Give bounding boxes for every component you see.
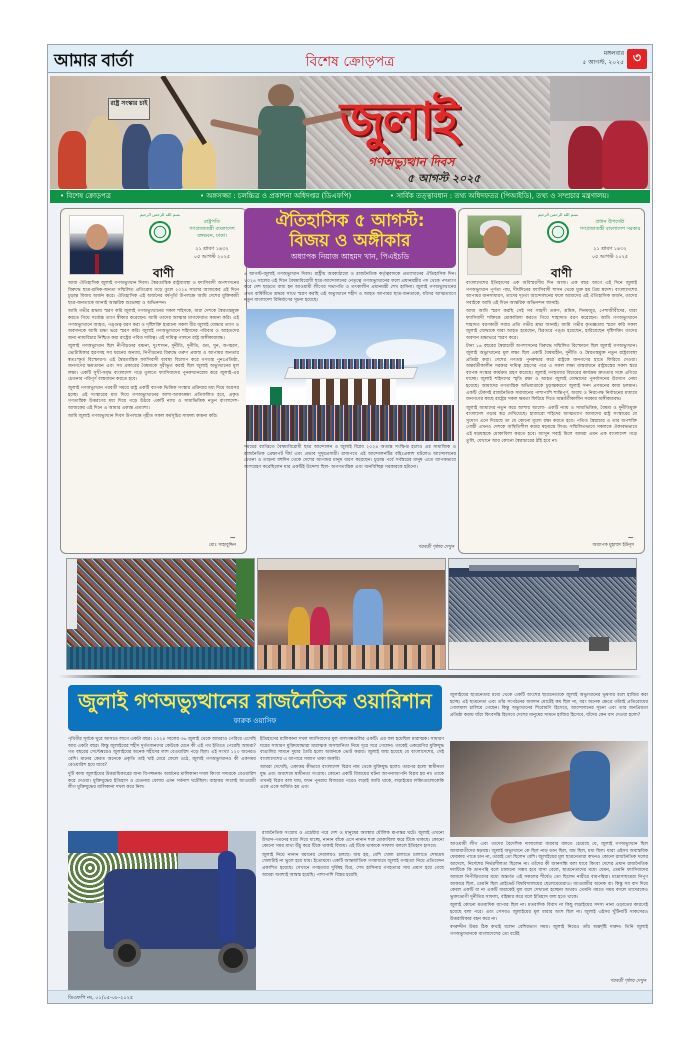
president-message-box	[60, 208, 247, 554]
ground-crowd	[246, 405, 454, 441]
government-emblem-icon	[547, 221, 569, 243]
second-article-headline	[68, 685, 442, 731]
banner-date: ৫ আগস্ট ২০২৫	[407, 172, 481, 185]
billboard	[118, 831, 228, 853]
brush-divider	[58, 675, 642, 678]
second-article-col-3-top	[450, 693, 648, 721]
right-poster	[550, 76, 650, 121]
message-body	[68, 281, 239, 423]
protester-figure	[602, 120, 648, 189]
chief-adviser-photo	[467, 215, 522, 275]
headline-line-2: বিজয় ও অঙ্গীকার	[289, 231, 411, 251]
paragraph: আজ ঐতিহাসিক জুলাই গণঅভ্যুত্থান দিবস। স্বৈরতান্ত্রিক রাষ্ট্রব্যবস্থা ও ফ্যাসিবাদী অপশাসনের বিরুদ্ধে ছাত্র-শ্রমিক-জনতা সম্মিলিত প্রতিরোধ গড়ে তুলে ২০২৪ সালের আজকের এই দিনে চূড়ান্ত বিজয় অর্জন করে। ঐতিহাসিক এই অর্জনের বর্ষপূর্তি উপলক্ষে আমি দেশের মুক্তিকামী ছাত্র-জনতাকে জানাই আন্তরিক শুভেচ্ছা ও অভিনন্দন।	[68, 281, 239, 306]
paragraph: আমরা দেখেছি, একাত্তর কীভাবে বাংলাদেশ বিপ্লব নাম থেকে মুক্তিযুদ্ধ হলো। তারপর হলো স্বাধীনতা যুদ্ধ এবং অবশেষে স্বাধীনতা সংগ্রাম। কোনো একটি বিজয়ের ঘটনা আপনাআপনি বিপ্লব হয় না। তাকে তখনই বিপ্লব বলা যায়, যখন পুনরায় বিজয়ের পরেও লড়াই জারি থাকে, লড়াইয়ের লক্ষ্যিগুলোকেকি একে একে অর্জিত হয় এবং	[260, 765, 444, 791]
paragraph: দুটি কাজ জুলাইয়ের উত্তরাধিকারের জন্য বিপজ্জনক। অর্জনের মালিকানা দখল কিংবা সদ্যরকে বেওয়ারিশ করে দেওয়া। মুক্তিযুদ্ধের ইতিহাস ও চেতনার বেলায় এমন সর্বনাশ ঘটেছিল। বাহাত্তর সালেই আওয়ামী লীগ মুক্তিযুদ্ধের মালিকানা দখল করে নিল।	[68, 771, 256, 791]
cloud	[266, 317, 336, 347]
face	[483, 226, 508, 256]
date-gregorian: ০৫ আগস্ট ২০২৫	[591, 254, 629, 260]
crowd-photo-1	[66, 558, 255, 670]
tie	[95, 254, 99, 274]
lead-article-headline	[244, 208, 456, 268]
police-line	[67, 647, 254, 669]
face	[86, 224, 108, 250]
paragraph: আমি গভীর শ্রদ্ধায় স্মরণ করি জুলাই গণঅভ্যুত্থানের সকল শহিদকে, যারা দেশকে স্বৈরতন্ত্রমুক্ত করতে গিয়ে সর্বোচ্চ ত্যাগ স্বীকার করেছেন। আমি তাদের আত্মার মাগফেরাত কামনা করি। এই গণঅভ্যুত্থানে আহত, পঙ্গুত্ব বরণ করা ও দৃষ্টিশক্তি হারানো সকল বীর জুলাই যোদ্ধার ত্যাগ ও অবদানকে আমি শ্রদ্ধা ভরে স্মরণ করি। জুলাই গণঅভ্যুত্থানে শহিদদের পরিবার ও আহতদের জন্য ন্যায়বিচার নিশ্চিত করা রাষ্ট্রের পবিত্র দায়িত্ব। এই দায়িত্ব পালনে রাষ্ট্র অঙ্গীকারাবদ্ধ।	[68, 309, 239, 341]
banner-subtitle: গণঅভ্যুত্থান দিবস	[368, 155, 455, 169]
second-headline-title: জুলাই গণঅভ্যুত্থানের রাজনৈতিক ওয়ারিশান	[78, 689, 432, 713]
crowd-texture	[449, 577, 636, 642]
protester-figure	[148, 134, 184, 189]
helper-figure	[570, 751, 610, 821]
speaker-figure	[353, 589, 383, 649]
paragraph: পৃথিবীর সূর্যকে ঘুরে আসতে লাগে একটা বছর। ২০২৪ সালের ৩৬ জুলাই থেকে আমরাও পেরিয়ে এসেছি আর একটা বছর। কিন্তু জুলাইয়ের শহীদ দুর্গতজনদের কেউকে মেনে কী এই পথ ইতিতে পেরেছি আমরা? গত বছরের সেপ্টেম্বরেও জুলাইয়ের অনেক শহীদের লাশ বেওয়ারিশ পড়ে ছিল। এই সংখ্যা ১২০ জনেরও বেশি। মানের কেরত অনেকে প্রকৃতি তাই খাই মেরে ফেলে ওঠে, জুলাই গণঅভ্যুত্থানও কী একসময় বেওয়ারিশ হয়ে যাবে?	[68, 737, 256, 769]
paragraph: টানা ১৬ বছরের স্বৈরাচারী অপশাসনের বিরুদ্ধে সম্মিলিত বিস্ফোরণ ছিল জুলাই গণঅভ্যুত্থান। জুলাই অভ্যুত্থানের মূল লক্ষ্য ছিল একটি বৈষম্যহীন, দুর্নীতি ও স্বৈরতন্ত্রমুক্ত নতুন রাষ্ট্রব্যবস্থা প্রতিষ্ঠা করা। দেশের গণতন্ত্র পুনরুদ্ধার করে রাষ্ট্রকে জনগণের হাতে ফিরিয়ে দেওয়া। অন্তর্বর্তীকালীন সরকার দায়িত্ব গ্রহণের পরে এ সকল লক্ষ্য বাস্তবায়নে রাষ্ট্রযন্ত্রের সকল স্তরে ব্যাপক সংস্কার কার্যক্রম গ্রহণ করেছে। জুলাই গণহত্যার বিচারের কার্যক্রম দ্রুততার সঙ্গে এগিয়ে যাচ্ছে। জুলাই শহিদদের স্মৃতি রক্ষা ও আহত জুলাই যোদ্ধাদের পুনর্বাসনের উদ্যোগ নেয়া হয়েছে। আমাদের গণতান্ত্রিক অভিযাত্রাকে চূড়ান্তকরণে জুলাই সনদ প্রণয়নের কাজ চলমান। একটি টেকসই রাজনৈতিক সমাধানের পাশাপাশি শান্তিপূর্ণ, অবাধ ও নিরপেক্ষ নির্বাচনের মাধ্যমে জনগণের কাছে রাষ্ট্রের সকল ক্ষমতা ফিরিয়ে দিতে অন্তর্বর্তীকালীন সরকার অঙ্গীকারবদ্ধ।	[466, 344, 637, 403]
message-dates	[181, 245, 243, 261]
newspaper-page	[47, 44, 653, 1004]
dfp-footer: ডিএফপি নং, ০১/০৫-০৮-২০২৫	[48, 990, 652, 1004]
overpass	[469, 565, 579, 571]
paragraph: ইতিহাসের মালিকানা দখল ফ্যাসিবাদের মূল গালগল্পগুলির একটি। এর ফল হয়েছিল মারাত্মক। সাধারণ ঘরের সাধারণ মুক্তিযোদ্ধারা মারাত্মক অসম্মানিতা নিয়ে দূরে সরে গেলেন। তাকেই একশ্রেণির মুক্তিযুদ্ধ বাঙালির সামনে দুয়ার তৈরি হলো অর্জনকে ভোট করার। জুলাই জন্ম হয়েছে যে বাংলাদেশের, সেই বাংলাদেশের এ ব্যাপারে সজাগ থাকা জরুরি।	[260, 737, 444, 762]
header-date-block	[582, 49, 624, 67]
newspaper-logo: আমার বার্তা	[54, 51, 133, 71]
van-wheel	[218, 943, 248, 973]
masthead	[48, 45, 652, 73]
signature-mark: ~	[627, 533, 634, 542]
roof-crowd	[294, 359, 404, 369]
government-emblem-icon	[149, 221, 171, 243]
protester-figure	[58, 131, 88, 189]
paragraph: জুলাইয়ের ছাত্রনেতার মধ্যে থেকে একটি অংশের ছাত্রনেতাকে জুলাই অভ্যুত্থানের ভূষণার বলে হাজির করা হচ্ছে। এই ছাত্রনেতা এবং তাঁর সংগঠনের অবদান মোটেই কম ছিল না, বরং অনেক ক্ষেত্রে তাঁরাই প্রতিরোধের গোলমাল চালিয়ে গেছেন। কিন্তু অভ্যুত্থানের শিরোমণি হিসেবে, আন্দোলনের সূচনা এবং তার জনপ্রিয়তা প্রতিষ্ঠা করায় যাঁরা কিংবদন্তি হিসেবে দেশের মানুষের সামনে হাজির হিসেবে, যাঁদের কেন বাদ দেওয়া হলো?	[450, 693, 648, 718]
arch-pillar	[67, 559, 77, 629]
protester-figure	[568, 126, 604, 189]
july-uprising-banner	[50, 76, 650, 189]
continued-notice: পরবর্তী পৃষ্ঠায় দেখুন	[609, 979, 646, 984]
paragraph: বদরুদ্দীন উমর ঠিক কথাই বলেন বেশিরভাগ সময়। জুলাই নিয়েও তাঁর অন্তর্দৃষ্টি দারুন। তিনি জুলাই গণঅভ্যুত্থানকে বাংলাদেশের তো বটেই	[450, 925, 648, 937]
paragraph: জুলাই গণঅভ্যুত্থান পরবর্তী সময়ে রাষ্ট্র একটি ব্যাপক ভিত্তিক সংস্কার প্রক্রিয়ার মধ্য দিয়ে অগ্রসর হচ্ছে। এই সংস্কারের মধ্য দিয়ে গণঅভ্যুত্থানের আশা-আকাঙ্ক্ষা প্রতিফলিত হবে, প্রকৃত গণতান্ত্রিক উত্তরণের মধ্য দিয়ে গড়ে উঠবে একটি ন্যায় ও সাম্যভিত্তিক নতুন বাংলাদেশ-আজকের এই দিনে এ আমার একান্ত প্রত্যাশা।	[68, 385, 239, 411]
phones-foreground	[258, 645, 445, 669]
paragraph: জুলাই গণঅভ্যুত্থান ছিল নীপীড়নের বঞ্চনা, দুঃশাসন, দুর্নীতি, দুর্নীতি, গুম, খুন, অপহরণ, ভোটাধিকার হরণসহ সব ধরনের অন্যায়, নিপীড়নের বিরুদ্ধে তরুণ প্রজন্ম ও আপামর জনতার স্বতঃস্ফূর্ত বিস্ফোরণ। এই স্বৈরতান্ত্রিক ফ্যাসিবাদী ব্যবস্থা বিলোপ করে গণতন্ত্র পুনঃপ্রতিষ্ঠা, জনগণের ক্ষমতায়ন এবং সব প্রকারের বৈষম্যকে দূরীভূত করাই ছিল জুলাই অভ্যুত্থানের মূল লক্ষ্য। একটি সুখী-সমৃদ্ধ বাংলাদেশ গড়ে তুলতে ফ্যাসিবাদের পুনরুত্থানরোধ করে জুলাই-এর চেতনার পরিপূর্ণ বাস্তবায়ন করতে হবে।	[68, 344, 239, 383]
office-title: রাষ্ট্রপতি গণপ্রজাতন্ত্রী বাংলাদেশ বঙ্গভবন, ঢাকা।	[189, 219, 235, 239]
trees	[236, 559, 254, 619]
article-outro: সময়ের ব্যাপ্তিতে বৈষম্যবিরোধী ছাত্র আন্দোলন ও জুলাই বিপ্লব ২০২৪ অত্যন্ত সংক্ষিপ্ত হলেও এর সামাজিক ও রাজনৈতিক প্রেক্ষাপট দীর্ঘ এবং প্রভাব সুদূরপ্রসারী। রাজপথে এই আন্দোলনটির বহিঃপ্রকাশ ঘটলেও আন্দোলনের চেতনা ও তাড়না বহুদিন থেকে দেশের আপামর মানুষ ধারণ করেছেন। চূড়ান্ত পর্বে সর্বস্তরের মানুষ এতে ব্যাপকভাবে অংশগ্রহণ করেছিলেন যার একটিই উদ্দেশ্য ছিল- অগণতান্ত্রিক এবং জনবিচ্ছিন্ন সরকারকে হটানো।	[244, 445, 456, 470]
ganabhaban-crowd-photo	[246, 309, 454, 441]
van-wheel	[113, 939, 141, 967]
article-author: অধ্যাপক নিয়াজ আহমদ খান, পিএইচডি	[290, 252, 410, 261]
page-number-badge: ৩	[627, 49, 647, 69]
bangladesh-flag	[270, 387, 282, 405]
protester-figure	[86, 116, 122, 189]
second-article-col-1	[68, 737, 256, 794]
paragraph: জুলাই নিয়ে নানান বয়ানের দেবালয়ও চলছে। জয় হয়, বেশি খেলা চালাতে চালাতে শেষমেষ খেলাটাই না ভুলে হয়ে যায়। ইতোমধ্যে একটি আন্তর্জাতিক গণমাধ্যমে জুলাই গণহত্যা নিয়ে প্রতিবেদন প্রকাশিত হয়েছে। সেখানে গণহত্যার দুর্বিষহ চিত্র, শেখ হাসিনার গণহত্যার সায় প্রমাণ হয়ে গেছে আমরা অবশ্যই আশ্বস্ত হয়েছি। পাশাপাশি বিস্তর হয়েছি	[262, 852, 444, 878]
weekday: মঙ্গলবার	[603, 50, 624, 57]
paragraph: আজ আমি স্মরণ করছি সেই সব সাহসী তরুণ, শ্রমিক, দিনমজুর, পেশাজীবীদের, যারা ফ্যাসিবাদী শক্তিকে মোকাবিলা করতে গিয়ে শাহাদাত বরণ করেছেন। আমি গণঅভ্যুত্থানে শাহাদত বরণকারী সবার প্রতি গভীর শ্রদ্ধা জানাই। আমি গভীর কৃতজ্ঞতায় স্মরণ করি সকল জুলাই যোদ্ধাকে যারা আহত হয়েছেন, চিরতরে পঙ্গু হয়েছেন, হারিয়েছেন দৃষ্টিশক্তি। তাদের অবদান শ্রদ্ধাভরে স্মরণ করে।	[466, 309, 637, 341]
strip-item-design: • অঙ্গসজ্জা : চলচ্চিত্র ও প্রকাশনা অধিদপ্তর (ডিএফপি)	[200, 192, 352, 200]
date-bengali: ২১ শ্রাবণ ১৪৩২	[593, 246, 627, 252]
signature-mark: ~	[229, 533, 236, 542]
injured-protester-photo	[450, 741, 648, 837]
arm-left	[210, 119, 262, 137]
lead-article	[244, 208, 456, 553]
bismillah-text: بسم الله الرحمن الرحيم	[139, 212, 181, 217]
crowd-photo-3	[448, 558, 637, 670]
credit-strip	[50, 190, 650, 203]
central-figure	[268, 84, 294, 108]
crowd-photo-2	[257, 558, 446, 670]
continued-notice: পরবর্তী পৃষ্ঠায় দেখুন	[417, 545, 454, 550]
president-photo	[69, 215, 124, 275]
paragraph: আওয়ামী লীগ এবং তাদের বৈদেশিক দালালেরা বারবার বলতে চেয়েছে যে, জুলাই গণঅভ্যুত্থান ছিল জামায়াতীদের ষড়যন্ত্র। জুলাই অভ্যুত্থানে কে ছিল নাড় ডান ছিল, বাম ছিল, মধ্য ছিল। যারা এইসব অবাস্তবিক ফেরকার পাত্তে চান না, তারাই তো ছিলেন বেশি। জুলাইয়ের মূল ছাত্রনেতারা কখনও কোনো রাজনৈতিক দলের আদেশে, নির্দেশের নির্ভরশীলতা ছিলেন না। তাঁদের কী জানসন্ধি বলা যাবে কিংবা দেশের প্রধান রাজনৈতিক দলটিকে কি ডানপন্থি বলে চালানো সম্ভব হবে বাসা বেলে, ছাত্রনেতাদের মধ্যে যেমন, তেমনি ফ্যাসিবাদের আমলে নিপীড়িতদের মধ্যে অন্তর্গত এই সকলের শীর্ষেও তো ছিলেন নারীরে বামপন্থিরা। মাদ্রাসাছাত্ররা নিপুণ আকারে ছিল, তেমনি ছিল প্রাইভেট বিশ্ববিদ্যালয়ের ছেলেমেয়েরাও। আওয়ামীর অনেক বা। কিন্তু সব বাদ দিয়ে কেবল একটি বা না একটি ধারাকেই মূল বলে দেখানো হচ্ছেনা অথবা। তেমনি গমতে সময় বদলে তাদেরকেও ভুক্তভোগী দুর্নীতির সাফল্য, বহিষ্কার করে বলে ইতিহাস বলা হতে থাকে।	[450, 842, 648, 900]
signatory-name: অধ্যাপক মুহাম্মদ ইউনূস	[592, 543, 634, 548]
strip-item-supervision: • সার্বিক তত্ত্বাবধান : তথ্য অধিদফতর (পিআইডি), তথ্য ও সম্প্রচার মন্ত্রণালয়।	[390, 192, 609, 200]
message-dates	[579, 245, 641, 261]
message-body	[466, 281, 637, 447]
date-bengali: ২১ শ্রাবণ ১৪৩২	[195, 246, 229, 252]
strip-item-supplement: • বিশেষ ক্রোড়পত্র	[60, 192, 111, 200]
second-article-author: ফারুক ওয়াসিফ	[233, 717, 277, 725]
second-article-col-2-side	[260, 831, 444, 881]
second-article-col-2-top	[260, 737, 444, 794]
banner-title: জুলাই	[340, 92, 457, 150]
person-on-van	[218, 851, 236, 941]
second-article-col-3-bottom	[450, 842, 648, 940]
message-heading: বাণী	[551, 266, 572, 280]
signatory-name: মোঃ সাহাবুদ্দিন	[208, 543, 236, 548]
central-figure-body	[258, 106, 306, 189]
message-heading: বাণী	[153, 266, 174, 280]
date-gregorian: ০৫ আগস্ট ২০২৫	[193, 254, 231, 260]
chief-adviser-message-box	[458, 208, 645, 554]
paragraph: রাজনৈতিক সংগ্রাম ও প্রচেষ্টার পরে দেশ ও মানুষের অবস্থার মৌলিক রূপান্তর ঘটে। জুলাই এখনো উত্থান-পতনের মধ্যে দিয়ে যাচ্ছে, নানান বাঁকে এসে নানান শত্রু মোকাবিলা করে টিকে থাকছে। কোনো কোনো সময় মাথা উঁচু করে টিকে থাকাই বিজয়। এই টিকে থাকাকে সাফল্য বললে ইতিহাস হাসবে।	[262, 831, 444, 850]
armored-van-photo	[68, 831, 256, 991]
signature-block	[593, 533, 634, 549]
protester-figure	[182, 138, 216, 189]
article-intro: ৫ আগস্ট-জুলাই গণঅভ্যুত্থান দিবস। রাষ্ট্রীয় অবকাঠামো ও রাজনৈতিক কর্তৃত্ববাদকে প্রত্যাখানের ঐতিহাসিক দিন। ২০২৪ সালের এই দিনে বৈষম্যবিরোধী ছাত্র-আন্দোলনের নেতৃত্বে গণঅভ্যুত্থানের ফলে প্রধানমন্ত্রীর পদ থেকে পদত্যাগ করে দেশ ছাড়তে বাধ্য হন আওয়ামী লীগের সভাপতি ও তৎকালীন প্রধানমন্ত্রী শেখ হাসিনা। জুলাই গণঅভ্যুত্থানের প্রথম বার্ষিকীতে শ্রদ্ধার সাথে স্মরণ করছি এই অভ্যুত্থানে শহীদ ও আহত আপামর ছাত্র-জনতাকে, যাঁদের আত্মত্যাগে নতুন বাংলাদেশ বিনির্মাণের সূচনা হয়েছে।	[244, 272, 456, 304]
protest-placard: রাষ্ট্র সংস্কার চাই	[108, 98, 150, 120]
vehicle	[589, 637, 609, 651]
issue-date: ৫ আগস্ট, ২০২৫	[582, 59, 624, 66]
paragraph: জুলাই আমাদের নতুন করে আশার আলো- একটি ন্যায় ও সাম্যভিত্তিক, বৈষম্য ও দুর্নীতিমুক্ত বাংলাদেশ গড়ার স্বপ্ন দেখিয়েছে। হাজারো শহিদের আত্মত্যাগ আমাদের রাষ্ট্র সংস্কারের যে সুযোগ এনে দিয়েছে তা যে কোনো মূল্যে রক্ষা করতে হবে। পতিত স্বৈরাচার ও তার অপশক্তি গোষ্ঠী এখনও দেশকে অস্থিতিশীল করার ষড়যন্ত্রে লিপ্ত। সম্মিলিতভাবে সকলকে ঐক্যবদ্ধভাবে এই ষড়যন্ত্রকে মোকাবিলা করতে হবে। আসুন সবাই মিলে আমরা এমন এক বাংলাদেশ গড়ে তুলি, যেখানে আর কোনো স্বৈরাচারের ঠাঁই হবে না।	[466, 405, 637, 444]
headline-line-1: ঐতিহাসিক ৫ আগস্ট:	[275, 211, 425, 231]
section-title: বিশেষ ক্রোড়পত্র	[305, 54, 395, 70]
office-title: প্রধান উপদেষ্টা গণপ্রজাতন্ত্রী বাংলাদেশ সরকার	[579, 219, 641, 232]
paragraph: জুলাই কোনো মতবাদিক ব্যাপার ছিল না। মতবাদিক বিবাদ না কিছু লড়াইয়ের সদস্য নানা ওড়াতের কারণেই হয়েছে বলা পরে। এবং সেসবও জুলাইয়ের মূল ধারার অংশ ছিল না। জুলাই এইসব খুঁটিনাটি সাকসেরও উত্তরাধিকার বহন করে না।	[450, 903, 648, 922]
signature-block	[209, 533, 236, 549]
paragraph: বাংলাদেশের ইতিহাসের এক অবিস্মরণীয় দিন আজ। এক বছর আগে এই দিনে জুলাই গণঅভ্যুত্থান পূর্ণতা পায়, দীর্ঘদিনের ফ্যাসিবাদী শাসন থেকে মুক্ত হয় প্রিয় স্বদেশ। বাংলাদেশের আপামর জনসাধারণ, তাদের দৃঢ়তা আন্দোলনের ফলে আমাদের এই ঐতিহাসিক অর্জন, তাদের সবাইকে আমি এই দিনে আন্তরিক অভিনন্দন জানাই।	[466, 281, 637, 306]
bismillah-text: بسم الله الرحمن الرحيم	[537, 212, 579, 217]
paragraph: আমি জুলাই গণঅভ্যুত্থান দিবস উপলক্ষে গৃহীত সকল কর্মসূচির সাফল্য কামনা করি।	[68, 414, 218, 420]
